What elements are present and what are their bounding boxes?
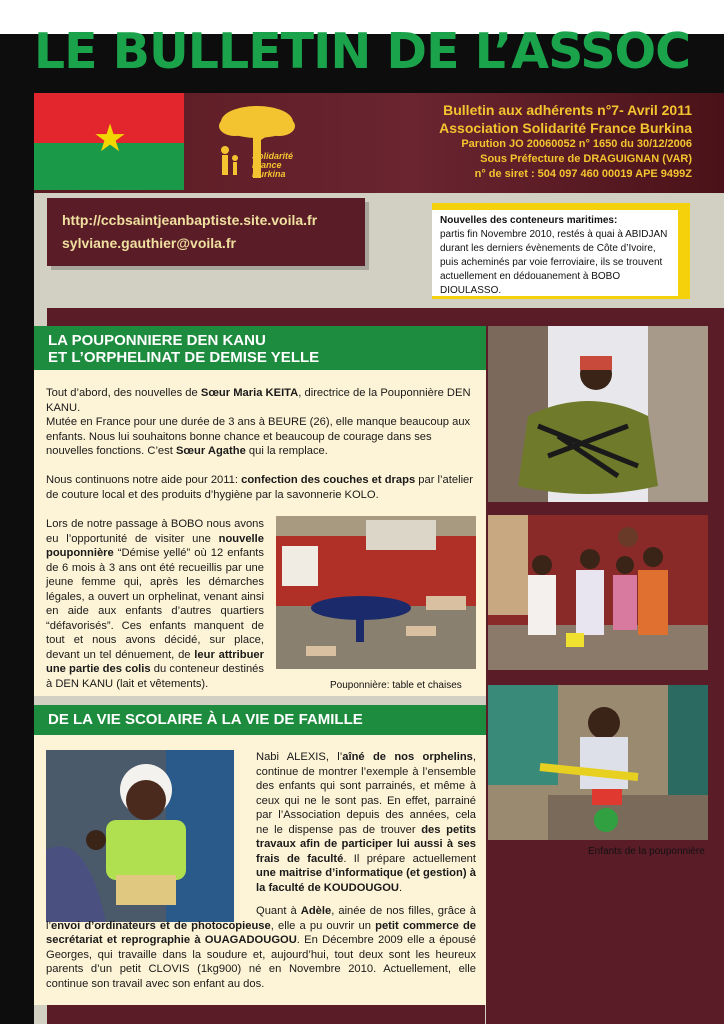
table-chairs-photo [276, 516, 476, 669]
text-run: , ainée de nos filles, grâce à l’ [46, 905, 476, 932]
news-line: puis acheminés par voie ferroviaire, ils se trouvent [440, 257, 663, 268]
text-run: Mutée en France pour une durée de 3 ans à BEURE (26), elle manque beaucoup aux enfants. Nous lui souhaitons bonne chance et beaucoup de courage dans ses nouvelles fonctions. C’est [46, 416, 471, 457]
prefecture-line: Sous Préfecture de DRAGUIGNAN (VAR) [480, 153, 692, 165]
section1-heading-line2: ET L’ORPHELINAT DE DEMISE YELLE [48, 349, 320, 366]
maroon-strip [47, 308, 505, 328]
table-photo-caption: Pouponnière: table et chaises [330, 680, 462, 691]
text-run-bold: Sœur Agathe [175, 445, 246, 457]
baby-crib-photo [488, 326, 708, 502]
news-box [432, 210, 678, 296]
text-run-bold: petit commerce de secrétariat et reprographie à OUAGADOUGOU [46, 919, 476, 946]
siret-line: n° de siret : 504 097 460 00019 APE 9499Z [474, 168, 692, 180]
children-photo [488, 515, 708, 670]
logo-word-1: Solidarité [252, 151, 294, 161]
section2-heading: DE LA VIE SCOLAIRE À LA VIE DE FAMILLE [34, 705, 486, 735]
section1-heading-line1: LA POUPONNIERE DEN KANU [48, 332, 266, 349]
section1-paragraph-4 [46, 517, 264, 691]
text-run-bold: des petits travaux afin de participer lui aussi à ses frais de faculté [256, 823, 476, 865]
email-link[interactable]: sylviane.gauthier@voila.fr [62, 235, 236, 251]
section2-paragraph-1 [256, 750, 476, 895]
text-run: , continue de montrer l’exemple à l’ensemble des enfants qui sont parrainés, et même à ceux qui ne le sont pas. En effet, parrainé par l’Association depuis des années, cela ne le dispense pas de trouver [256, 751, 476, 836]
text-run: du conteneur destinés à DEN KANU (lait et vêtements). [46, 663, 264, 690]
text-run-bold: aîné de nos orphelins [342, 751, 473, 763]
section1-heading [34, 326, 486, 370]
association-name: Association Solidarité France Burkina [439, 120, 692, 136]
text-run-bold: une maitrise d’informatique (et gestion) à la faculté de KOUDOUGOU [256, 867, 476, 894]
news-line: partis fin Novembre 2010, restés à quai à ABIDJAN [440, 229, 668, 240]
section1-paragraph-1 [46, 386, 476, 459]
text-run: Quant à [256, 905, 301, 917]
contact-box [47, 198, 365, 266]
bottom-maroon-strip [47, 1005, 485, 1024]
text-run: , elle a pu ouvrir un [270, 919, 376, 932]
text-run-bold: envoi d’ordinateurs et de photocopieuse [50, 919, 271, 932]
right-photo-caption: Enfants de la pouponnière [588, 846, 705, 857]
baby-photo [46, 750, 234, 922]
news-line: actuellement en dédouanement à BOBO DIOULASSO. [440, 271, 621, 296]
text-run: . [398, 881, 403, 894]
bulletin-number: Bulletin aux adhérents n°7- Avril 2011 [443, 102, 692, 118]
text-run: Tout d’abord, des nouvelles de [46, 387, 201, 399]
text-run: , directrice de la Pouponnière DEN KANU. [46, 387, 471, 414]
section2-paragraph-2 [46, 904, 476, 991]
child-tricycle-photo [488, 685, 708, 840]
text-run-bold: confection des couches et draps [241, 474, 416, 486]
website-link[interactable]: http://ccbsaintjeanbaptiste.site.voila.fr [62, 212, 318, 228]
text-run: qui la remplace. [245, 445, 328, 457]
text-run: Nabi ALEXIS, l’ [256, 751, 343, 763]
text-run: Nous continuons notre aide pour 2011: [46, 474, 242, 486]
logo-word-3: Burkina [252, 169, 286, 179]
text-run: “Démise yellé” où 12 enfants de 6 mois à 3 ans ont été recueillis par une jeune femme qui, après les démarches légales, a ouvert un orphelinat, venant ainsi en aide aux enfants d’autres quartiers “défavorisés”. Ces enfants manquent de tout et nous avons décidé, sur place, devant un tel dénuement, de [46, 547, 264, 661]
text-run: Lors de notre passage à BOBO nous avons eu l’opportunité de visiter une [46, 518, 264, 545]
page-title: LE BULLETIN DE L’ASSOC [33, 23, 691, 80]
flag-star-icon: ★ [92, 116, 128, 160]
section1-paragraph-3 [46, 473, 476, 502]
news-title: Nouvelles des conteneurs maritimes: [440, 215, 618, 226]
text-run-bold: Adèle [300, 905, 332, 917]
text-run-bold: Sœur Maria KEITA [200, 387, 299, 399]
left-black-border [0, 100, 34, 1024]
text-run: . Il prépare actuellement [343, 852, 476, 865]
logo-text [252, 152, 332, 179]
text-run-bold: nouvelle pouponnière [46, 532, 264, 559]
parution-line: Parution JO 20060052 n° 1650 du 30/12/2006 [461, 138, 692, 150]
logo-word-2: France [252, 160, 282, 170]
news-line: durant les derniers évènements de Côte d’Ivoire, [440, 243, 656, 254]
text-run: par l’atelier de couture local et des produits d’hygiène par la savonnerie KOLO. [46, 474, 473, 501]
text-run: . En Décembre 2009 elle a épousé Georges, qui travaille dans la soudure et, aujourd’hui, tout deux sont les heureux parents d’un petit CLOVIS (1kg900) né en Novembre 2010. Actuellement, elle continue son travail avec son enfant au dos. [46, 934, 476, 990]
text-run-bold: leur attribuer une partie des colis [46, 648, 264, 675]
